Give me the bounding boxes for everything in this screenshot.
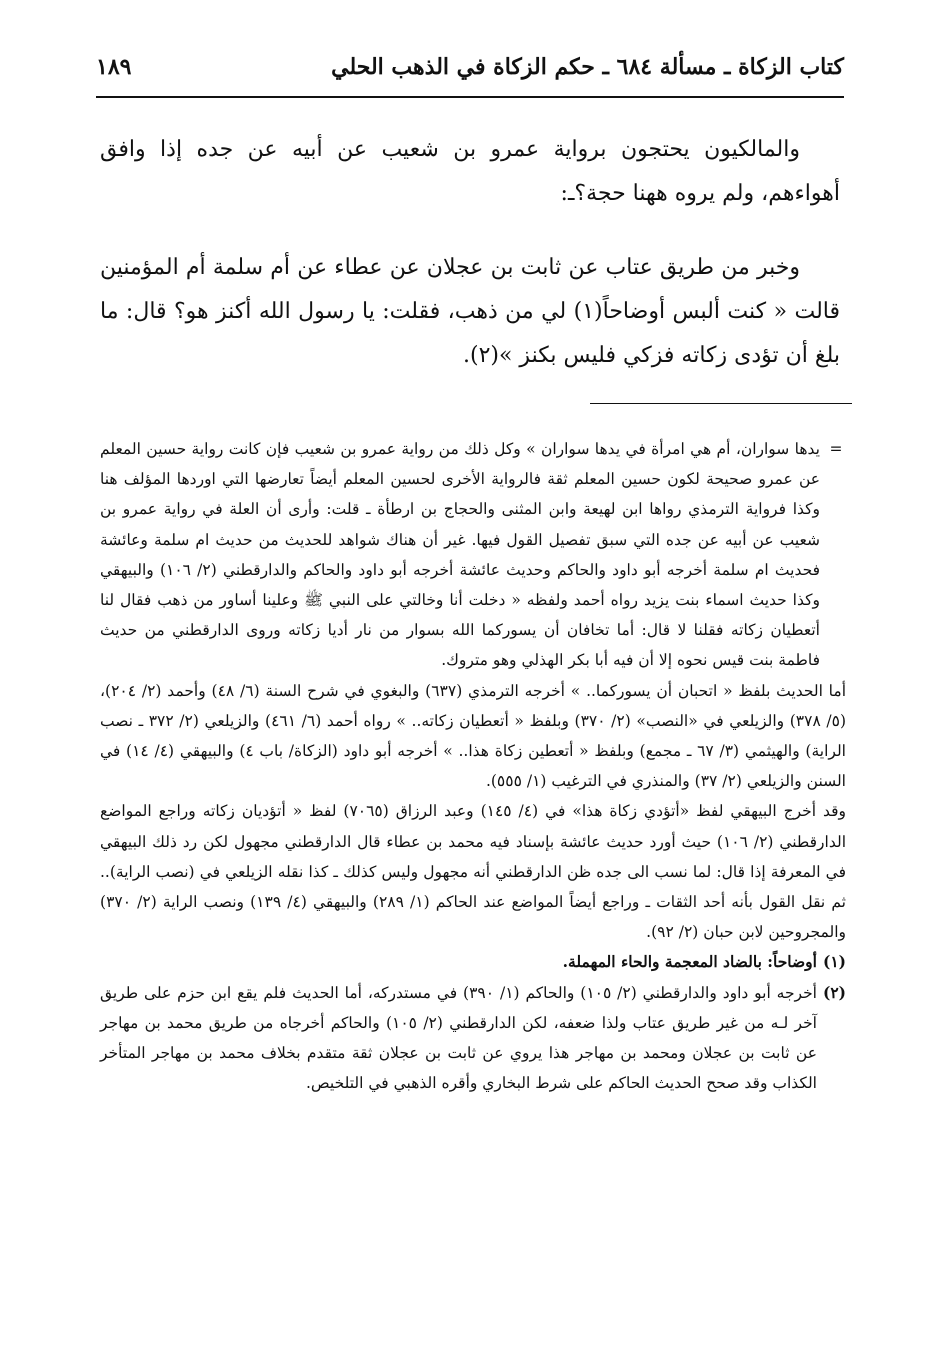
- footnote-paragraph: يدها سواران، أم هي امرأة في يدها سواران » وكل ذلك من رواية عمرو بن شعيب فإن كانت رواية حسين المعلم عن عمرو صحيحة لكون حسين المعلم ثقة فالرواية الأخرى لحسين المعلم أيضاً تعارضها التي اوردها المؤلف هنا وكذا فرواية الترمذي رواها ابن لهيعة وابن المثنى والحجاج بن ارطأة ـ قلت: وأرى أن العلة في رواية عمرو بن شعيب عن أبيه عن جده التي سبق تفصيل القول فيها. غير أن هناك شواهد للحديث من حديث ام سلمة وعائشة فحديث ام سلمة أخرجه أبو داود والحاكم وحديث عائشة أخرجه أبو داود والحاكم والدارقطني (٢/ ١٠٦) والبيهقي وكذا حديث اسماء بنت يزيد رواه أحمد ولفظه « دخلت أنا وخالتي على النبي ﷺ وعلينا أساور من ذهب فقال لنا أتعطيان زكاته فقلنا لا قال: أما تخافان أن يسوركما الله بسوار من نار أديا زكاته وروى الدارقطني من حديث فاطمة بنت قيس نحوه إلا أن فيه أبا بكر الهذلي وهو متروك.: [100, 440, 820, 670]
- main-paragraph: والمالكيون يحتجون برواية عمرو بن شعيب عن أبيه عن جده إذا وافق أهواءهم، ولم يروه ههنا حجة؟ـ:: [100, 137, 840, 206]
- footnote-text: أوضاحاً: بالضاد المعجمة والحاء المهملة.: [562, 952, 817, 972]
- footnote-number: (١): [822, 952, 846, 972]
- footnote-text: أخرجه أبو داود والدارقطني (٢/ ١٠٥) والحاكم (١/ ٣٩٠) في مستدركه، أما الحديث فلم يقع ابن حزم على طريق آخر لـه من غير طريق عتاب ولذا ضعفه، لكن الدارقطني (٢/ ١٠٥) والحاكم أخرجاه من طريق محمد بن مهاجر عن ثابت بن عجلان ومحمد بن مهاجر هذا يروي عن ثابت بن عجلان ثقة متقدم بخلاف محمد بن مهاجر المتأخر الكذاب وقد صحح الحديث الحاكم على شرط البخاري وأقره الذهبي في التلخيص.: [100, 983, 817, 1093]
- footnote-separator: [590, 403, 852, 404]
- running-header: [96, 52, 844, 98]
- footnote-paragraph: أما الحديث بلفظ « اتحبان أن يسوركما.. » أخرجه الترمذي (٦٣٧) والبغوي في شرح السنة (٦/ ٤٨) وأحمد (٢/ ٢٠٤)، (٥/ ٣٧٨) والزيلعي في «النصب» (٢/ ٣٧٠) وبلفظ « أتعطيان زكاته.. » رواه أحمد (٦/ ٤٦١) والزيلعي (٢/ ٣٧٢ ـ نصب الراية) والهيثمي (٣/ ٦٧ ـ مجمع) وبلفظ « أتعطين زكاة هذا.. » أخرجه أبو داود (الزكاة/ باب ٤) والبيهقي (٤/ ١٤) في السنن والزيلعي (٢/ ٣٧) والمنذري في الترغيب (١/ ٥٥٥).: [100, 681, 847, 791]
- continuation-mark: =: [829, 440, 843, 458]
- footnote-2: [100, 978, 846, 1099]
- page-number: ١٨٩: [96, 54, 132, 80]
- header-title: كتاب الزكاة ـ مسألة ٦٨٤ ـ حكم الزكاة في الذهب الحلي: [331, 54, 844, 80]
- footnotes: [100, 434, 846, 1098]
- main-paragraph: وخبر من طريق عتاب عن ثابت بن عجلان عن عطاء عن أم سلمة أم المؤمنين قالت « كنت ألبس أوضاحاً(١) لي من ذهب، فقلت: يا رسول الله أكنز هو؟ قال: ما بلغ أن تؤدى زكاته فزكي فليس بكنز »(٢).: [100, 255, 840, 368]
- main-text: [100, 128, 840, 378]
- footnote-continuation: [100, 434, 846, 676]
- footnote-paragraph: وقد أخرج البيهقي لفظ «أتؤدي زكاة هذا» في (٤/ ١٤٥) وعبد الرزاق (٧٠٦٥) لفظ « أتؤديان زكاته وراجع المواضع الدارقطني (٢/ ١٠٦) حيث أورد حديث عائشة بإسناد فيه محمد بن عطاء قال الدارقطني مجهول لكن رد ذلك البيهقي في المعرفة إذا قال: لما نسب الى جده ظن الدارقطني أنه مجهول وليس كذلك ـ كذا نقله الزيلعي في (نصب الراية).. ثم نقل القول بأنه أحد الثقات ـ وراجع أيضاً المواضع عند الحاكم (١/ ٢٨٩) والبيهقي (٤/ ١٣٩) ونصب الراية (٢/ ٣٧٠) والمجروحين لابن حبان (٢/ ٩٢).: [100, 802, 846, 942]
- footnote-1: [100, 947, 846, 977]
- footnote-number: (٢): [822, 982, 846, 1002]
